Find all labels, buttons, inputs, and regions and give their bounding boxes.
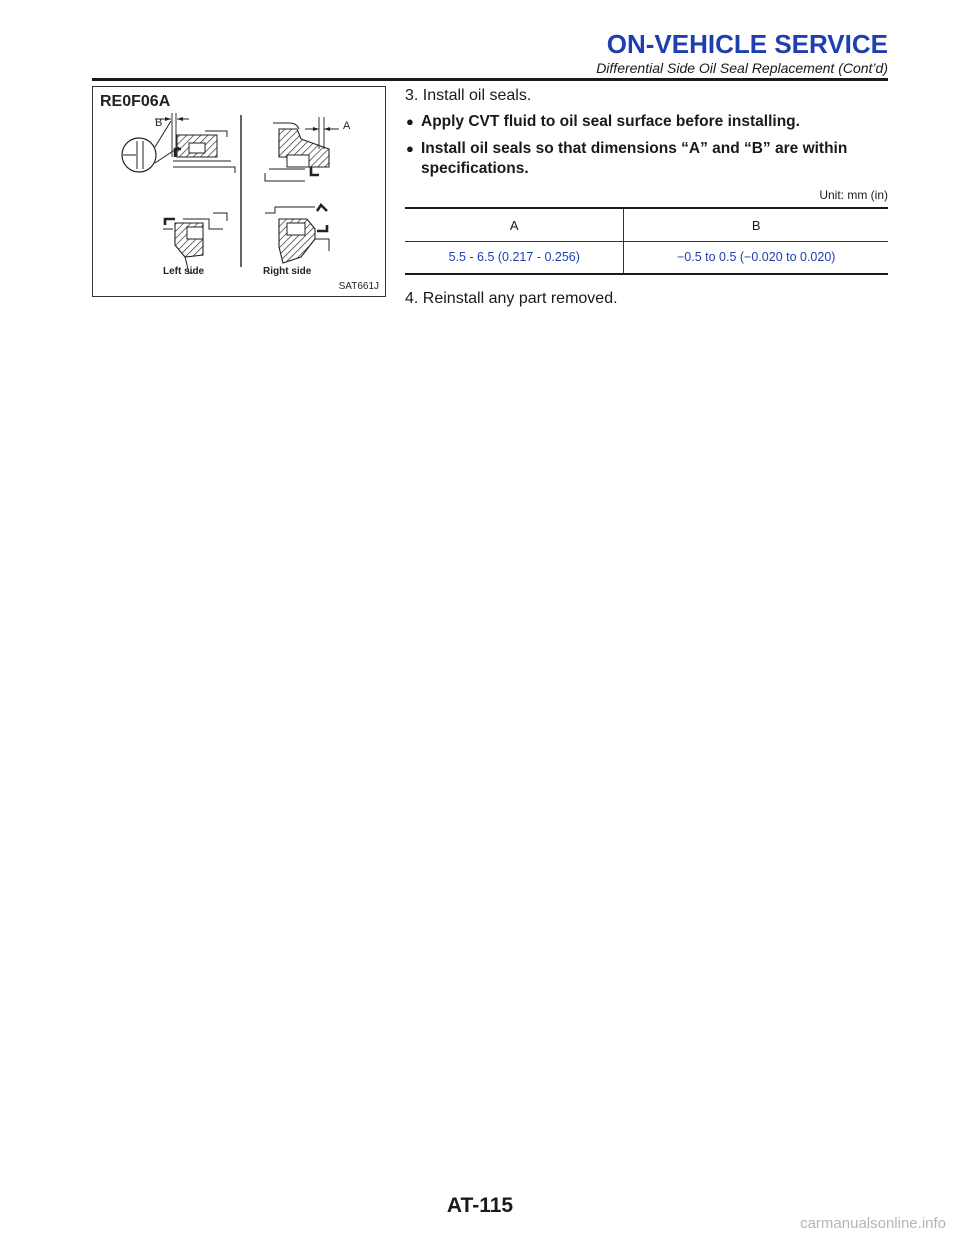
oil-seal-diagram bbox=[93, 87, 387, 298]
column-header-a: A bbox=[405, 208, 624, 242]
value-a: 5.5 - 6.5 (0.217 - 0.256) bbox=[405, 242, 624, 275]
bullet-item bbox=[405, 112, 888, 132]
unit-label: Unit: mm (in) bbox=[819, 188, 888, 202]
bullet-dot-icon: ● bbox=[406, 114, 414, 129]
caption-right-side: Right side bbox=[263, 266, 312, 277]
page-number: AT-115 bbox=[446, 1194, 514, 1217]
left-top-view bbox=[122, 113, 235, 173]
figure-code: SAT661J bbox=[338, 281, 379, 292]
table-header-row bbox=[405, 208, 888, 242]
bullet-item bbox=[405, 139, 888, 179]
column-header-b: B bbox=[624, 208, 888, 242]
section-subtitle: Differential Side Oil Seal Replacement (Cont’d) bbox=[596, 60, 888, 76]
left-side-assembly bbox=[163, 213, 227, 273]
figure-title: RE0F06A bbox=[100, 93, 171, 110]
label-b: B bbox=[155, 117, 163, 129]
label-a: A bbox=[343, 120, 351, 132]
spec-table bbox=[405, 207, 888, 275]
procedure-content bbox=[405, 86, 888, 309]
step-4: 4. Reinstall any part removed. bbox=[405, 290, 618, 307]
step-3: 3. Install oil seals. bbox=[405, 87, 532, 104]
page-header bbox=[92, 30, 888, 77]
watermark: carmanualsonline.info bbox=[800, 1215, 946, 1232]
table-row bbox=[405, 242, 888, 275]
bullet-text: Install oil seals so that dimensions “A” and “B” are within specifications. bbox=[421, 140, 848, 177]
caption-left-side: Left side bbox=[163, 266, 205, 277]
bullet-text: Apply CVT fluid to oil seal surface before installing. bbox=[421, 113, 800, 130]
bullet-list bbox=[405, 112, 888, 179]
bullet-dot-icon: ● bbox=[406, 141, 414, 156]
oil-seal-figure bbox=[92, 86, 386, 297]
header-rule bbox=[92, 78, 888, 81]
right-side-assembly bbox=[265, 205, 329, 263]
section-title: ON-VEHICLE SERVICE bbox=[606, 29, 888, 59]
right-top-view bbox=[265, 117, 339, 181]
value-b: −0.5 to 0.5 (−0.020 to 0.020) bbox=[624, 242, 888, 275]
